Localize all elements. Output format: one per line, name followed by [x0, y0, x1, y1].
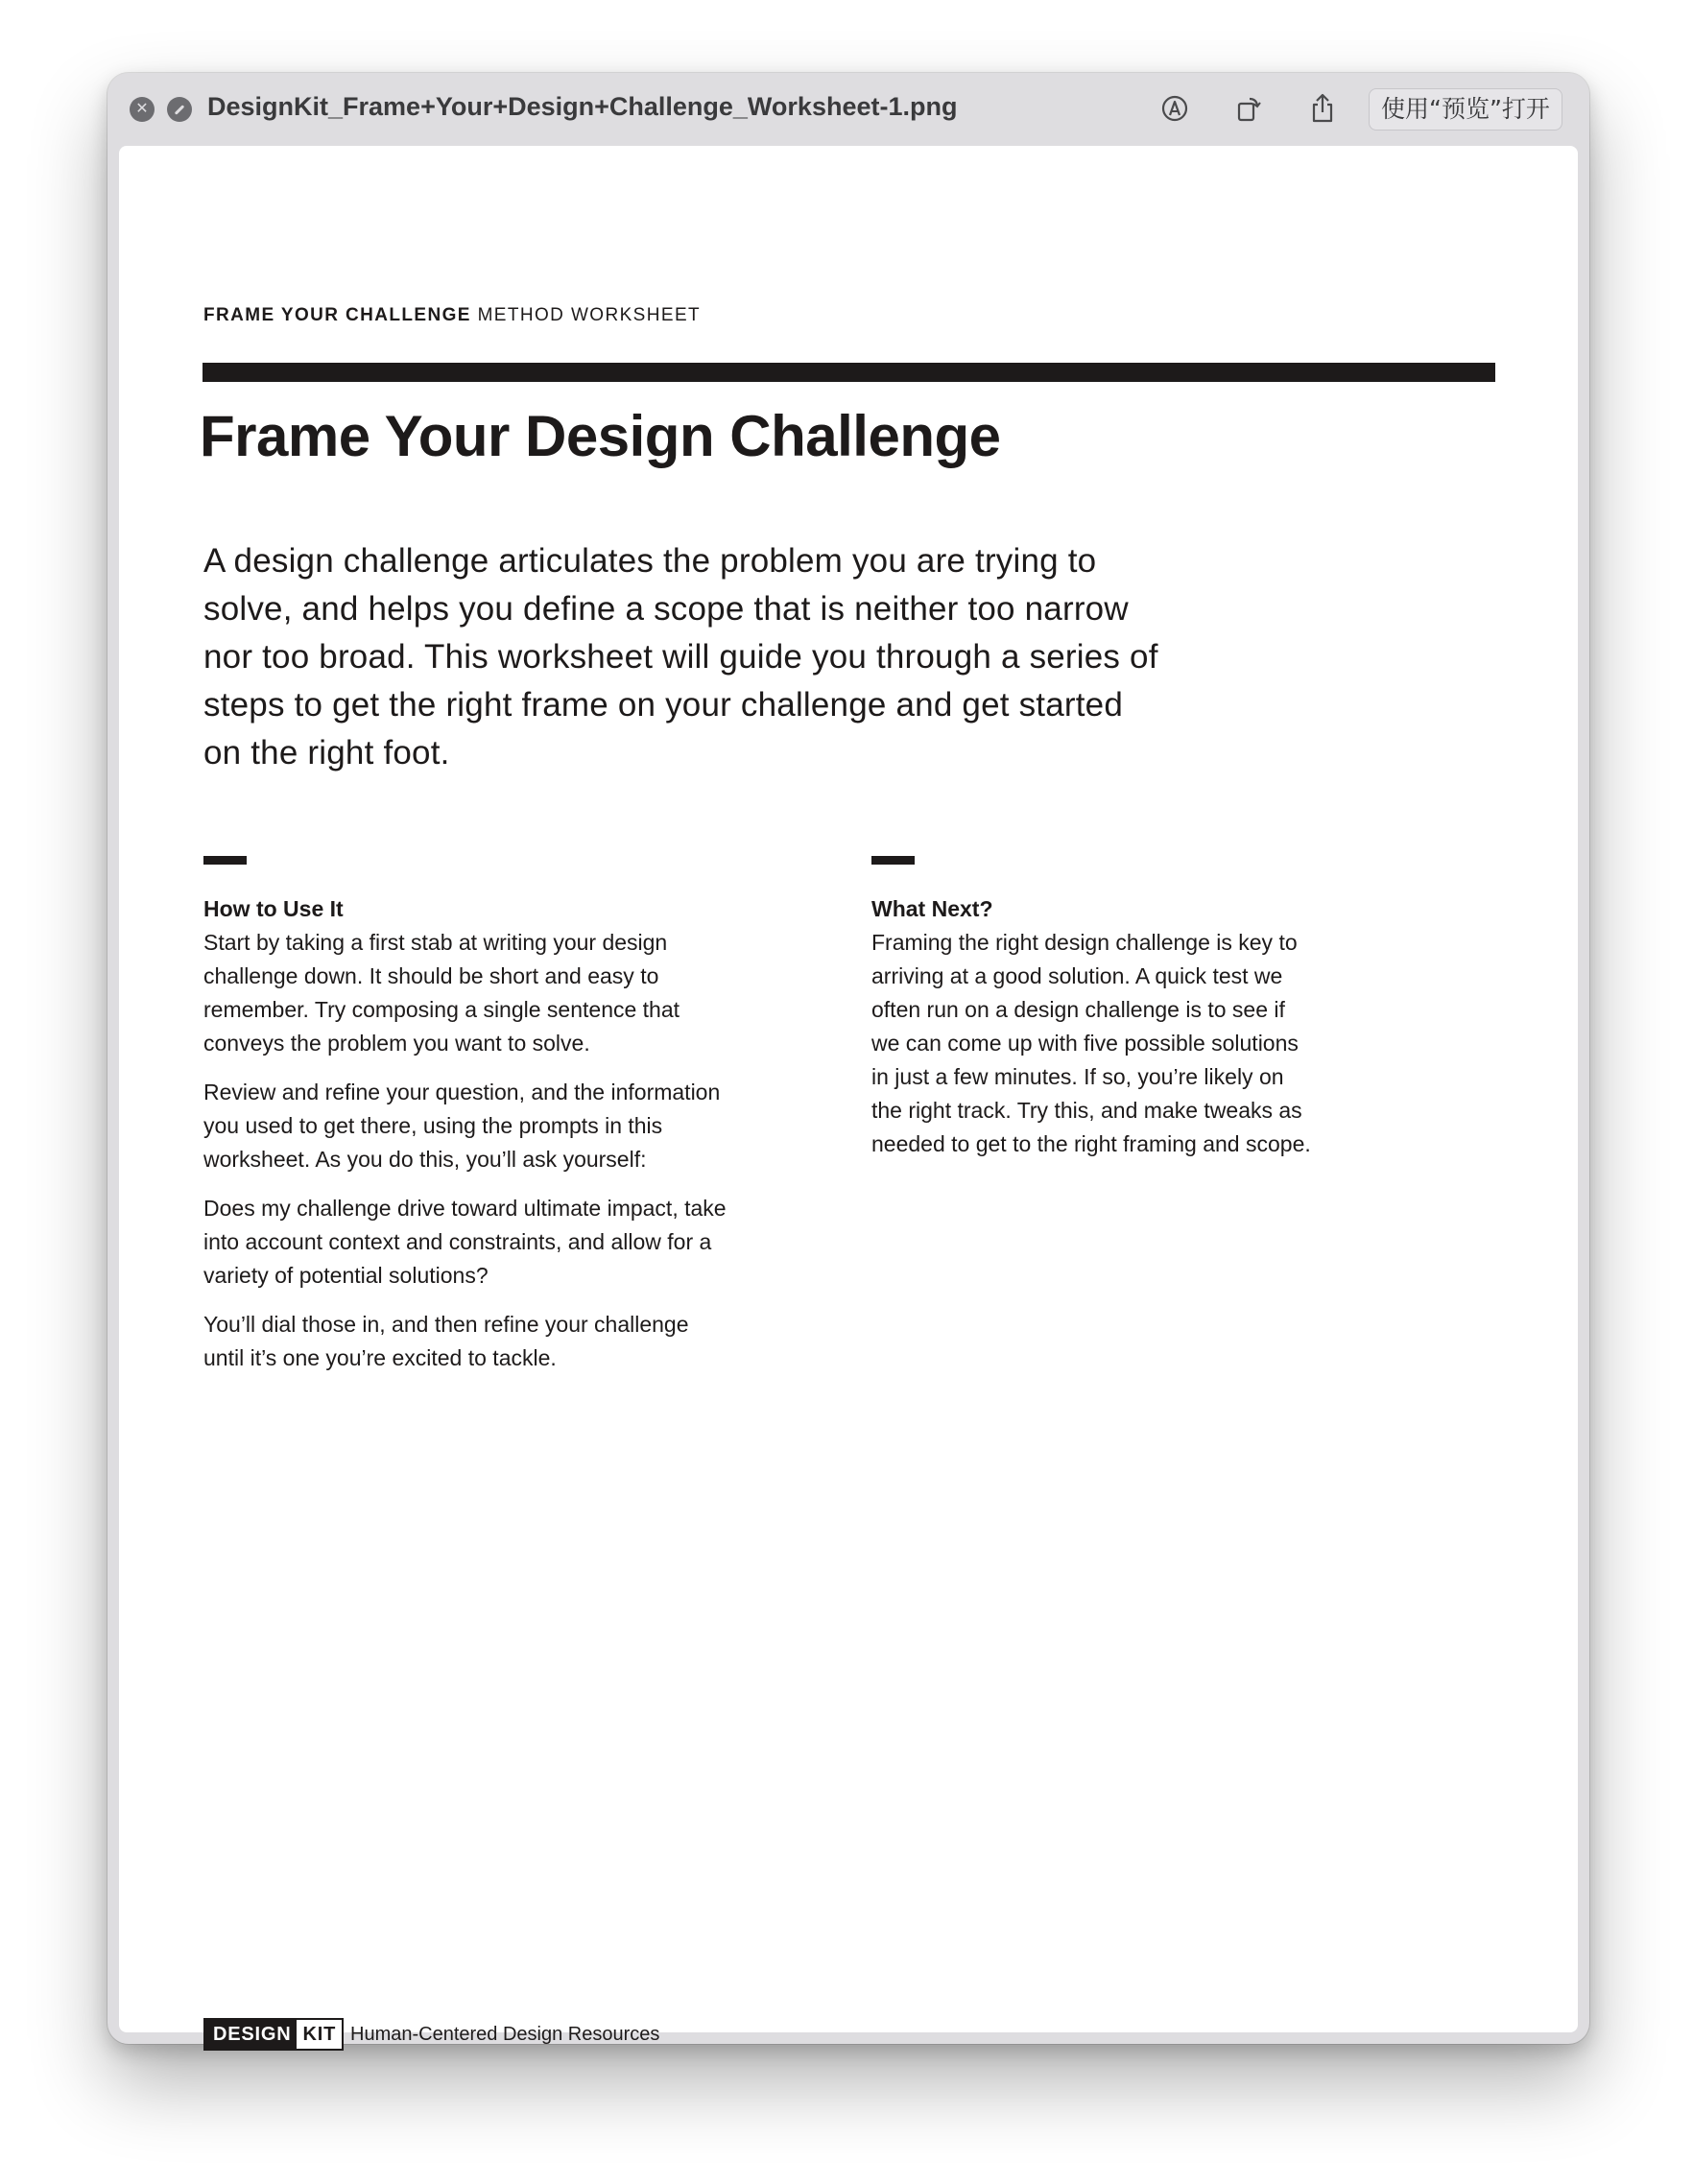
design-kit-logo: [203, 2018, 344, 2051]
header-rule: [203, 363, 1495, 382]
eyebrow-label: [203, 305, 701, 326]
title-bar: [107, 73, 1589, 146]
open-with-preview-button[interactable]: 使用“预览”打开: [1369, 88, 1562, 131]
eyebrow-rest: METHOD WORKSHEET: [470, 305, 702, 325]
preview-window: [107, 73, 1589, 2044]
logo-left: DESIGN: [205, 2020, 297, 2049]
section-heading: How to Use It: [203, 896, 344, 921]
minimize-icon[interactable]: [167, 97, 192, 122]
footer-tagline: Human-Centered Design Resources: [350, 2024, 660, 2045]
eyebrow-strong: FRAME YOUR CHALLENGE: [203, 305, 471, 325]
section-heading: What Next?: [871, 896, 993, 921]
window-title: DesignKit_Frame+Your+Design+Challenge_Worksheet-1.png: [207, 92, 958, 121]
section-paragraph: Does my challenge drive toward ultimate impact, take into account context and constraints, and allow for a variety of potential solutions?: [203, 1196, 727, 1288]
markup-pen-icon[interactable]: [1157, 91, 1192, 126]
logo-right: KIT: [297, 2020, 342, 2049]
close-icon[interactable]: ✕: [130, 97, 155, 122]
page-title: Frame Your Design Challenge: [200, 404, 1001, 468]
document-page: [119, 146, 1578, 2045]
section-paragraph: Review and refine your question, and the information you used to get there, using the prompts in this worksheet. As you do this, you’ll ask yourself:: [203, 1080, 721, 1172]
section-paragraph: You’ll dial those in, and then refine your challenge until it’s one you’re excited to tackle.: [203, 1312, 689, 1370]
how-to-use-section: [203, 892, 731, 1390]
section-paragraph: Framing the right design challenge is key to arriving at a good solution. A quick test we often run on a design challenge is to see if we can come up with five possible solutions in just a few minutes. If so, you’re likely on the right track. Try this, and make tweaks as needed to get to the right framing and scope.: [871, 930, 1311, 1156]
section-paragraph: Start by taking a first stab at writing your design challenge down. It should be short and easy to remember. Try composing a single sentence that conveys the problem you want to solve.: [203, 930, 680, 1056]
section-marker: [203, 856, 247, 865]
share-icon[interactable]: [1305, 91, 1340, 126]
section-marker: [871, 856, 915, 865]
intro-paragraph: A design challenge articulates the problem you are trying to solve, and helps you define a scope that is neither too narrow nor too broad. This worksheet will guide you through a series of steps to get the right frame on your challenge and get started on the right foot.: [203, 542, 1158, 772]
rotate-icon[interactable]: [1230, 91, 1265, 126]
what-next-section: [871, 892, 1313, 1176]
